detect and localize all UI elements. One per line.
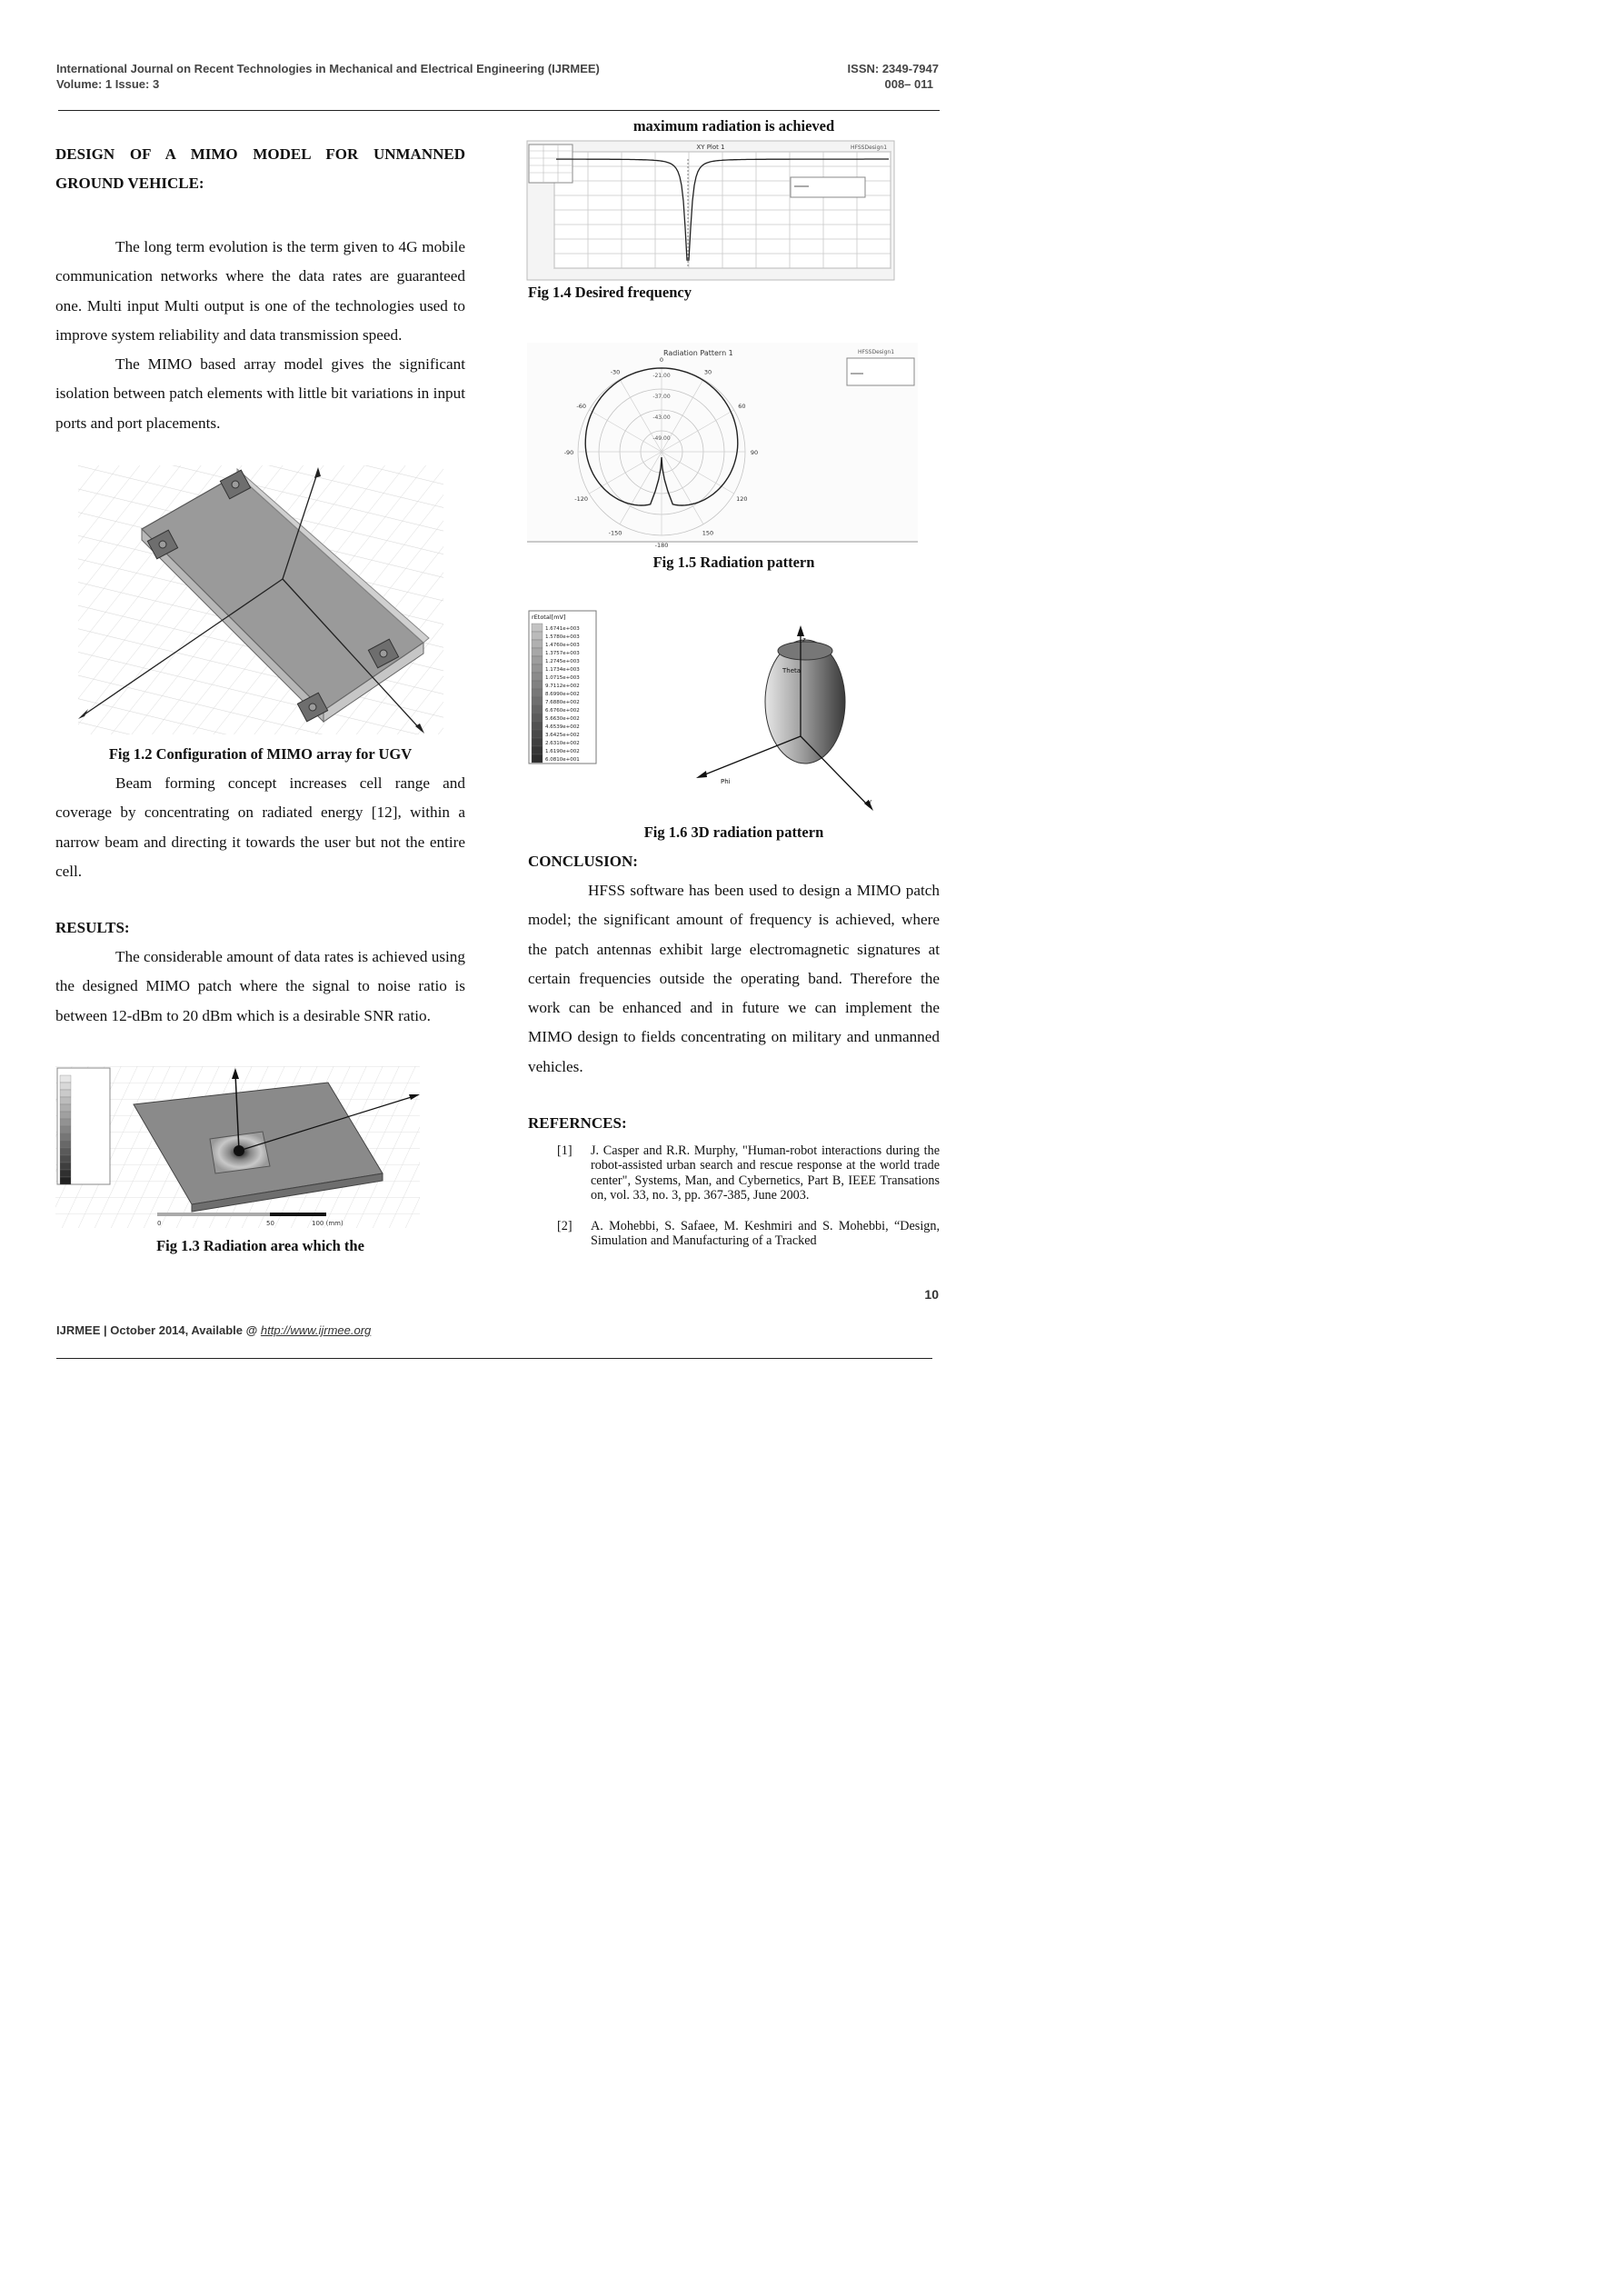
- fig15-angle-label: 120: [736, 495, 748, 503]
- fig13-legend-swatch: [60, 1141, 71, 1148]
- footer-text: IJRMEE | October 2014, Available @: [56, 1323, 261, 1337]
- fig15-angle-label: -60: [576, 403, 586, 410]
- fig16-legend-value: 7.6880e+002: [545, 700, 580, 705]
- reference-text: A. Mohebbi, S. Safaee, M. Keshmiri and S. Mohebbi, “Design, Simulation and Manufacturing of a Tracked: [591, 1218, 940, 1249]
- figure-1-5-caption: Fig 1.5 Radiation pattern: [652, 554, 815, 571]
- reference-number: [1]: [557, 1143, 573, 1158]
- figure-1-5-radiation-pattern: [527, 343, 918, 549]
- figure-1-4-caption: Fig 1.4 Desired frequency: [528, 284, 692, 301]
- fig16-legend-value: 3.6425e+002: [545, 733, 580, 738]
- conclusion-title: CONCLUSION:: [528, 853, 638, 870]
- fig15-angle-label: -120: [574, 495, 589, 503]
- fig15-angle-label: 0: [659, 356, 664, 364]
- fig13-legend-swatch: [60, 1148, 71, 1155]
- fig15-ring-label: -21.00: [652, 373, 671, 379]
- fig15-angle-label: -90: [563, 449, 574, 456]
- paragraph-results: The considerable amount of data rates is achieved using the designed MIMO patch where the signal to noise ratio is between 12-dBm to 20 dBm which is a desirable SNR ratio.: [55, 948, 465, 1024]
- fig16-legend-swatch: [532, 673, 543, 681]
- issn: ISSN: 2349-7947: [847, 62, 939, 75]
- fig16-legend-value: 1.3757e+003: [545, 651, 580, 656]
- fig16-legend-swatch: [532, 656, 543, 664]
- fig16-legend-value: 1.0715e+003: [545, 675, 580, 681]
- fig16-axis-theta: Theta: [782, 667, 802, 674]
- figure-1-4-desired-frequency: [527, 141, 894, 280]
- fig16-axis-z: z: [802, 636, 806, 644]
- references-list: [528, 1143, 940, 1263]
- paragraph-lte: The long term evolution is the term given to 4G mobile communication networks where the data rates are guaranteed one. Multi input Multi output is one of the technologies used to improve system reliability and data transmission speed.: [55, 238, 465, 344]
- fig16-legend-swatch: [532, 681, 543, 689]
- fig16-legend-value: 1.1734e+003: [545, 667, 580, 673]
- fig15-ring-label: -49.00: [652, 435, 671, 442]
- left-column: [55, 140, 465, 438]
- fig16-axis-y: y: [868, 798, 872, 805]
- figure-1-3-caption-cont: maximum radiation is achieved: [632, 117, 835, 135]
- fig16-legend-title: rEtotal[mV]: [532, 614, 566, 621]
- left-column-lower: [55, 769, 465, 1031]
- fig16-legend-value: 6.0810e+001: [545, 757, 580, 763]
- figure-1-3-caption: Fig 1.3 Radiation area which the: [156, 1237, 364, 1254]
- fig15-angle-label: -180: [654, 542, 669, 549]
- fig16-legend-swatch: [532, 624, 543, 632]
- footer: [56, 1323, 371, 1337]
- footer-link[interactable]: http://www.ijrmee.org: [260, 1323, 372, 1337]
- fig16-legend-swatch: [532, 632, 543, 640]
- reference-item: [528, 1219, 940, 1249]
- fig16-legend-swatch: [532, 746, 543, 754]
- fig13-scale-0: 0: [157, 1220, 162, 1227]
- fig16-legend-swatch: [532, 640, 543, 648]
- fig15-angle-label: 30: [703, 368, 712, 376]
- page-number: 10: [924, 1287, 939, 1302]
- right-column-lower: [528, 847, 940, 1138]
- fig13-legend-swatch: [60, 1090, 71, 1097]
- journal-title: International Journal on Recent Technologies in Mechanical and Electrical Engineering (IJRMEE): [56, 62, 600, 75]
- fig16-legend-swatch: [532, 705, 543, 714]
- fig16-legend-value: 9.7112e+002: [545, 684, 580, 689]
- fig16-legend-swatch: [532, 648, 543, 656]
- fig15-ring-label: -43.00: [652, 414, 671, 421]
- paragraph-beamforming: Beam forming concept increases cell range and coverage by concentrating on radiated energy [12], within a narrow beam and directing it towards the user but not the entire cell.: [55, 774, 465, 880]
- fig16-legend-value: 6.6760e+002: [545, 708, 580, 714]
- fig16-legend-swatch: [532, 664, 543, 673]
- fig16-legend-value: 1.5780e+003: [545, 634, 580, 640]
- references-title: REFERNCES:: [528, 1114, 627, 1133]
- page-range: 008– 011: [884, 77, 933, 91]
- fig13-legend-swatch: [60, 1075, 71, 1083]
- reference-number: [2]: [557, 1218, 573, 1233]
- fig16-legend-value: 4.6539e+002: [545, 724, 580, 730]
- fig15-tag: HFSSDesign1: [858, 349, 895, 355]
- figure-1-2-caption: Fig 1.2 Configuration of MIMO array for UGV: [108, 745, 413, 763]
- fig13-legend-swatch: [60, 1119, 71, 1126]
- fig16-axis-phi: Phi: [721, 778, 731, 785]
- fig16-legend-swatch: [532, 689, 543, 697]
- reference-text: J. Casper and R.R. Murphy, "Human-robot interactions during the robot-assisted urban search and rescue response at the world trade center", Systems, Man, and Cybernetics, Part B, IEEE Transations on, vol. 33, no. 3, pp. 367-385, June 2003.: [591, 1143, 940, 1203]
- paragraph-conclusion: HFSS software has been used to design a MIMO patch model; the significant amount of frequency is achieved, where the patch antennas exhibit large electromagnetic signatures at certain frequencies outside the operating band. Therefore the work can be enhanced and in future we can implement the MIMO design to fields concentrating on military and unmanned vehicles.: [528, 882, 940, 1075]
- fig13-legend-swatch: [60, 1133, 71, 1141]
- fig13-legend-swatch: [60, 1155, 71, 1163]
- fig13-legend-swatch: [60, 1126, 71, 1133]
- fig14-tag: HFSSDesign1: [851, 145, 888, 151]
- results-title: RESULTS:: [55, 919, 130, 937]
- fig14-title: XY Plot 1: [696, 144, 725, 151]
- fig13-legend-swatch: [60, 1163, 71, 1170]
- fig16-legend-value: 5.6630e+002: [545, 716, 580, 722]
- fig16-legend-value: 2.6310e+002: [545, 741, 580, 746]
- fig13-legend-swatch: [60, 1177, 71, 1184]
- fig13-legend-swatch: [60, 1112, 71, 1119]
- figure-1-3-radiation-area: [55, 1066, 420, 1228]
- fig13-legend-swatch: [60, 1104, 71, 1112]
- footer-rule: [56, 1358, 932, 1359]
- figure-1-2-mimo-array: [78, 465, 443, 734]
- fig16-legend-swatch: [532, 738, 543, 746]
- figure-1-6-3d-radiation-pattern: [528, 609, 895, 814]
- fig15-title: Radiation Pattern 1: [663, 349, 733, 357]
- fig16-legend-value: 8.6990e+002: [545, 692, 580, 697]
- fig15-angle-label: -150: [608, 529, 622, 537]
- reference-item: [528, 1143, 940, 1203]
- fig15-angle-label: 90: [750, 449, 759, 456]
- fig15-ring-label: -37.00: [652, 394, 671, 400]
- fig16-legend-swatch: [532, 730, 543, 738]
- fig13-legend-swatch: [60, 1097, 71, 1104]
- fig15-angle-label: -30: [610, 368, 621, 376]
- volume-issue: Volume: 1 Issue: 3: [56, 77, 160, 91]
- fig16-legend-value: 1.6190e+002: [545, 749, 580, 754]
- fig16-legend-value: 1.2745e+003: [545, 659, 580, 664]
- header-rule: [58, 110, 940, 111]
- fig13-legend-swatch: [60, 1170, 71, 1177]
- paragraph-mimo: The MIMO based array model gives the significant isolation between patch elements with little bit variations in input ports and port placements.: [55, 355, 465, 432]
- fig13-scale-100: 100 (mm): [312, 1220, 344, 1227]
- figure-1-6-caption: Fig 1.6 3D radiation pattern: [643, 824, 824, 841]
- fig16-legend-swatch: [532, 697, 543, 705]
- fig16-legend-swatch: [532, 714, 543, 722]
- section-title: DESIGN OF A MIMO MODEL FOR UNMANNED GROUND VEHICLE:: [55, 145, 465, 192]
- fig13-scale-50: 50: [266, 1220, 274, 1227]
- fig13-legend-swatch: [60, 1083, 71, 1090]
- fig16-legend-swatch: [532, 754, 543, 763]
- fig15-angle-label: 60: [738, 403, 746, 410]
- fig16-legend-value: 1.4760e+003: [545, 643, 580, 648]
- fig16-legend-value: 1.6741e+003: [545, 626, 580, 632]
- fig15-angle-label: 150: [702, 529, 714, 537]
- fig16-legend-swatch: [532, 722, 543, 730]
